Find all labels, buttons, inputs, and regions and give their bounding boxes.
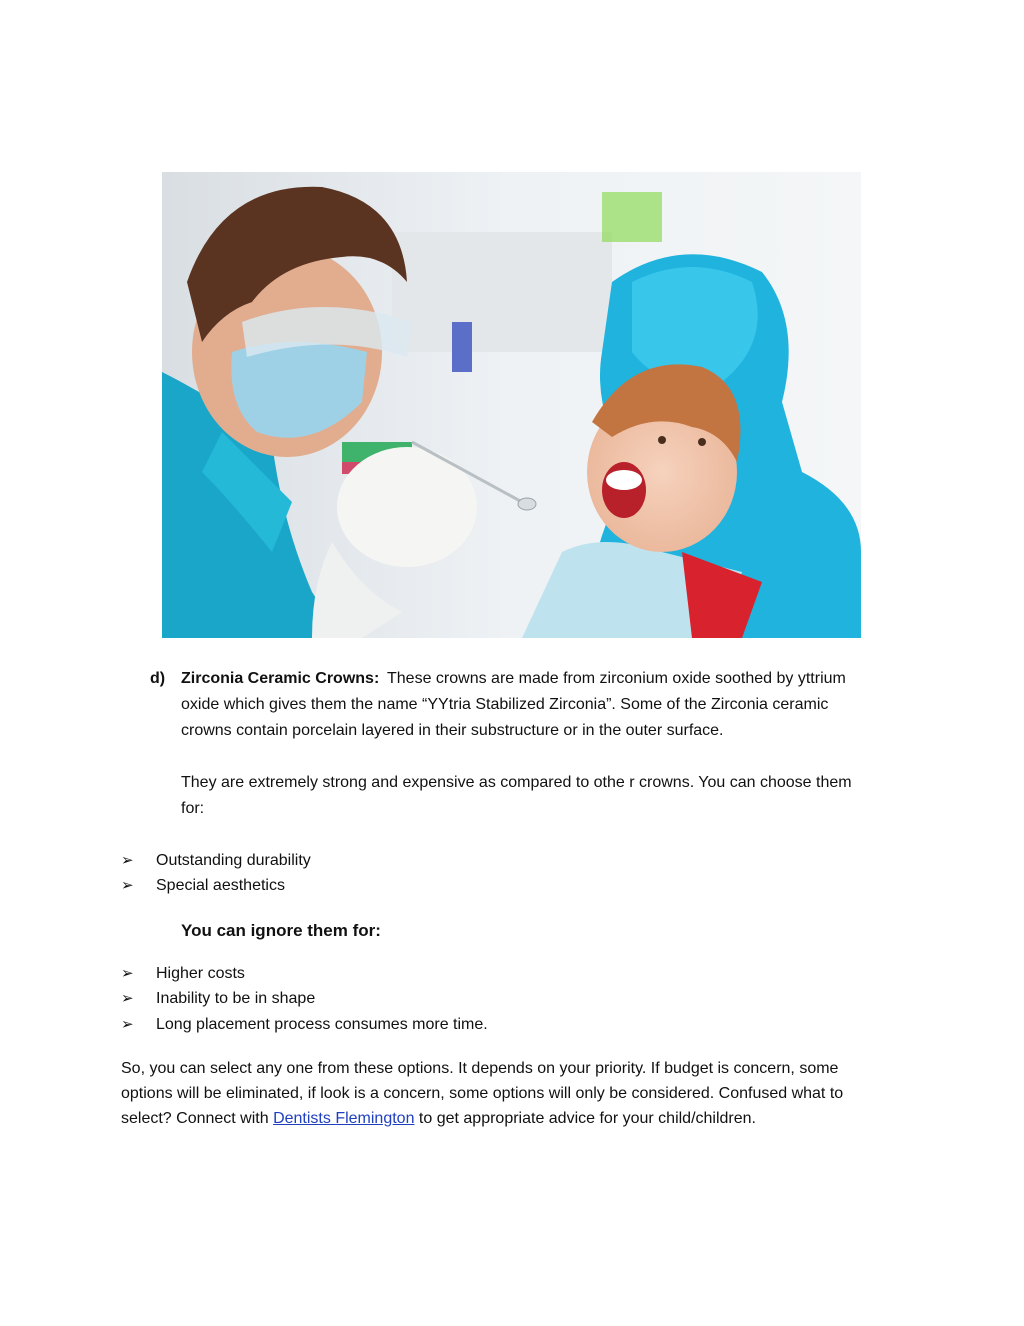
list-item (121, 1012, 488, 1038)
list-item (121, 961, 245, 987)
list-item-text: Outstanding durability (156, 852, 311, 869)
list-item (121, 848, 311, 874)
arrow-bullet-icon: ➢ (121, 965, 134, 982)
dentists-flemington-link[interactable]: Dentists Flemington (273, 1110, 415, 1127)
zirconia-line-1: These crowns are made from zirconium oxide soothed by yttrium (387, 670, 846, 687)
list-marker-d: d) (150, 670, 166, 687)
zirconia-heading: Zirconia Ceramic Crowns: (181, 670, 380, 687)
ignore-heading: You can ignore them for: (181, 921, 381, 940)
closing-line-3-start: select? Connect with (121, 1110, 274, 1127)
list-item-text: Special aesthetics (156, 877, 285, 894)
list-item-text: Higher costs (156, 965, 245, 982)
arrow-bullet-icon: ➢ (121, 1016, 134, 1033)
zirconia-line-3: crowns contain porcelain layered in their substructure or in the outer surface. (181, 722, 724, 739)
list-item (121, 873, 285, 899)
dental-photo-illustration (162, 172, 861, 638)
list-item (121, 986, 315, 1012)
zirconia-line-4: They are extremely strong and expensive as compared to othe r crowns. You can choose them (181, 774, 852, 791)
zirconia-line-5: for: (181, 800, 205, 817)
arrow-bullet-icon: ➢ (121, 990, 134, 1007)
zirconia-line-2: oxide which gives them the name “YYtria Stabilized Zirconia”. Some of the Zirconia ceramic (181, 696, 829, 713)
dental-photo (162, 172, 861, 638)
arrow-bullet-icon: ➢ (121, 877, 134, 894)
list-item-text: Inability to be in shape (156, 990, 316, 1007)
list-item-text: Long placement process consumes more time. (156, 1016, 488, 1033)
arrow-bullet-icon: ➢ (121, 852, 134, 869)
closing-line-2: options will be eliminated, if look is a concern, some options will only be considered. Confused what to (121, 1085, 844, 1102)
closing-line-3 (121, 1106, 756, 1131)
closing-line-1: So, you can select any one from these options. It depends on your priority. If budget is concern, some (121, 1060, 839, 1077)
closing-line-3-end: to get appropriate advice for your child/children. (414, 1110, 756, 1127)
